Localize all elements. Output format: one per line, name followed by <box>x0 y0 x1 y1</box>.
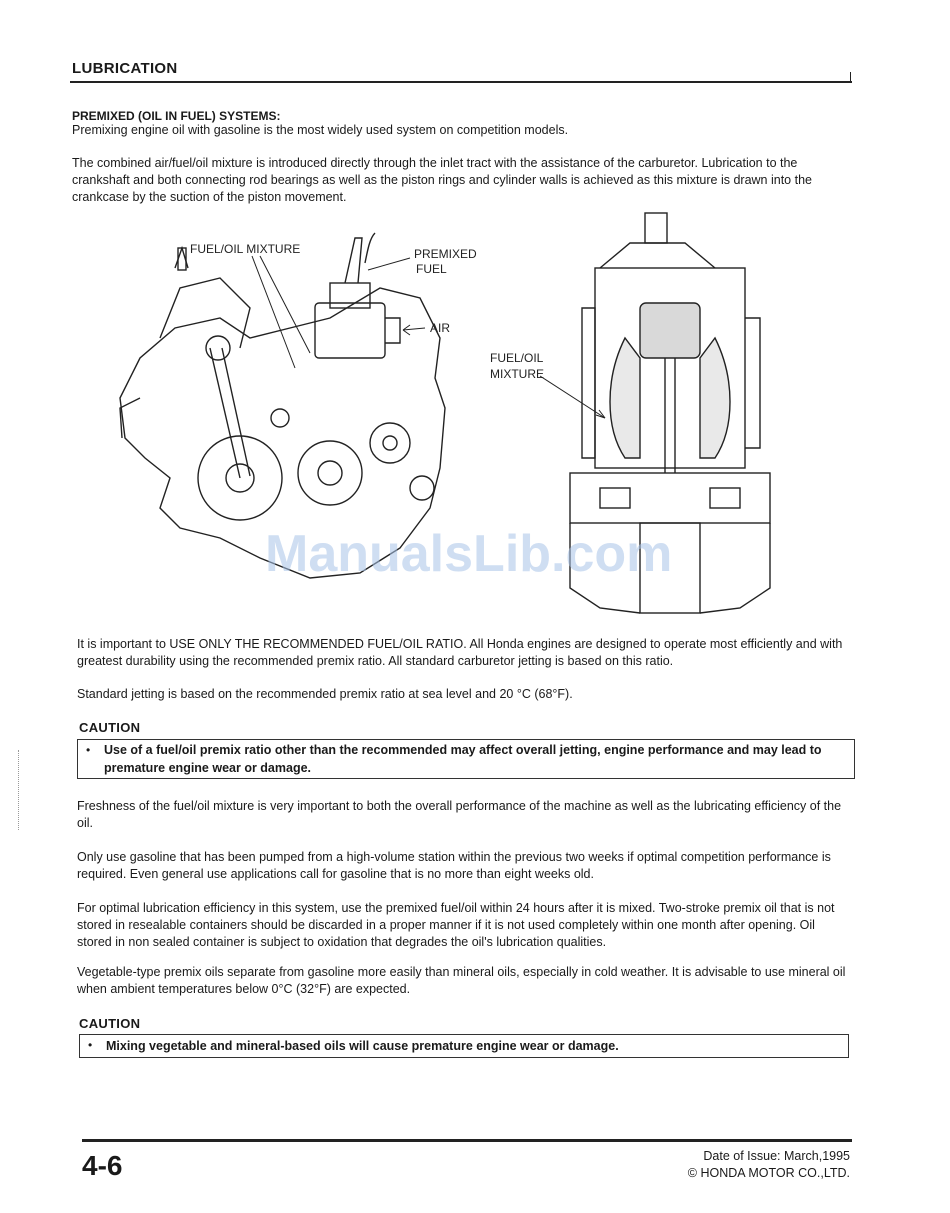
label-fuel-oil-right: FUEL/OIL <box>490 351 544 365</box>
watermark-text: ManualsLib.com <box>265 525 673 583</box>
caution-box-2 <box>79 1034 849 1058</box>
caution-box-1 <box>77 739 855 779</box>
section-title: LUBRICATION <box>72 60 178 77</box>
label-mixture-right: MIXTURE <box>490 367 544 381</box>
caution-2-text: Mixing vegetable and mineral-based oils will cause premature engine wear or damage. <box>106 1039 619 1053</box>
subheading-premixed-systems: PREMIXED (OIL IN FUEL) SYSTEMS: <box>72 109 281 123</box>
caution-2-bullet: • <box>88 1038 93 1052</box>
caution-1-bullet: • <box>86 743 91 757</box>
paragraph-gasoline-age: Only use gasoline that has been pumped from a high-volume station within the previous two weeks if optimal competition performance is required. Even general use applications call for gasoline that is no more than eight weeks old. <box>77 850 831 881</box>
header-rule <box>70 81 852 83</box>
label-fuel-oil-mixture: FUEL/OIL MIXTURE <box>190 242 301 256</box>
paragraph-standard-jetting: Standard jetting is based on the recommended premix ratio at sea level and 20 °C (68°F). <box>77 687 573 701</box>
label-premixed: PREMIXED <box>414 247 477 261</box>
intro-paragraph: The combined air/fuel/oil mixture is introduced directly through the inlet tract with the assistance of the carburetor. Lubrication to the crankshaft and both connecting rod bearings as well as the piston rings and cylinder walls is achieved as this mixture is drawn into the crankcase by the suction of the piston movement. <box>72 156 812 204</box>
copyright: © HONDA MOTOR CO.,LTD. <box>687 1166 850 1180</box>
intro-line: Premixing engine oil with gasoline is the most widely used system on competition models. <box>72 123 569 137</box>
date-of-issue: Date of Issue: March,1995 <box>703 1149 850 1163</box>
paragraph-freshness: Freshness of the fuel/oil mixture is very important to both the overall performance of the machine as well as the lubricating efficiency of the oil. <box>77 799 842 830</box>
paragraph-recommended-ratio: It is important to USE ONLY THE RECOMMENDED FUEL/OIL RATIO. All Honda engines are designed to operate most efficiently and with greatest durability using the recommended premix ratio. All standard carburetor jetting is based on this ratio. <box>77 637 843 668</box>
footer-rule <box>82 1139 852 1142</box>
paragraph-optimal-efficiency: For optimal lubrication efficiency in this system, use the premixed fuel/oil within 24 hours after it is mixed. Two-stroke premix oil that is not stored in resealable containers should be discarded in a proper manner if it is not used completely within one month after opening. Oil stored in non sealed container is subject to oxidation that degrades the oil's lubrication qualities. <box>77 901 835 949</box>
footer-info <box>640 1148 850 1182</box>
page-number: 4-6 <box>82 1150 123 1181</box>
engine-lubrication-diagram <box>100 208 780 628</box>
caution-1-text: Use of a fuel/oil premix ratio other than the recommended may affect overall jetting, engine performance and may lead to premature engine wear or damage. <box>104 743 822 775</box>
caution-heading-1: CAUTION <box>79 720 141 735</box>
caution-heading-2: CAUTION <box>79 1016 141 1031</box>
paragraph-vegetable-oils: Vegetable-type premix oils separate from gasoline more easily than mineral oils, especially in cold weather. It is advisable to use mineral oil when ambient temperatures below 0°C (32°F) are expected. <box>77 965 846 996</box>
header-rule-tick <box>850 72 851 83</box>
scan-margin-mark <box>18 750 20 830</box>
label-air: AIR <box>430 321 451 335</box>
label-fuel: FUEL <box>416 262 447 276</box>
